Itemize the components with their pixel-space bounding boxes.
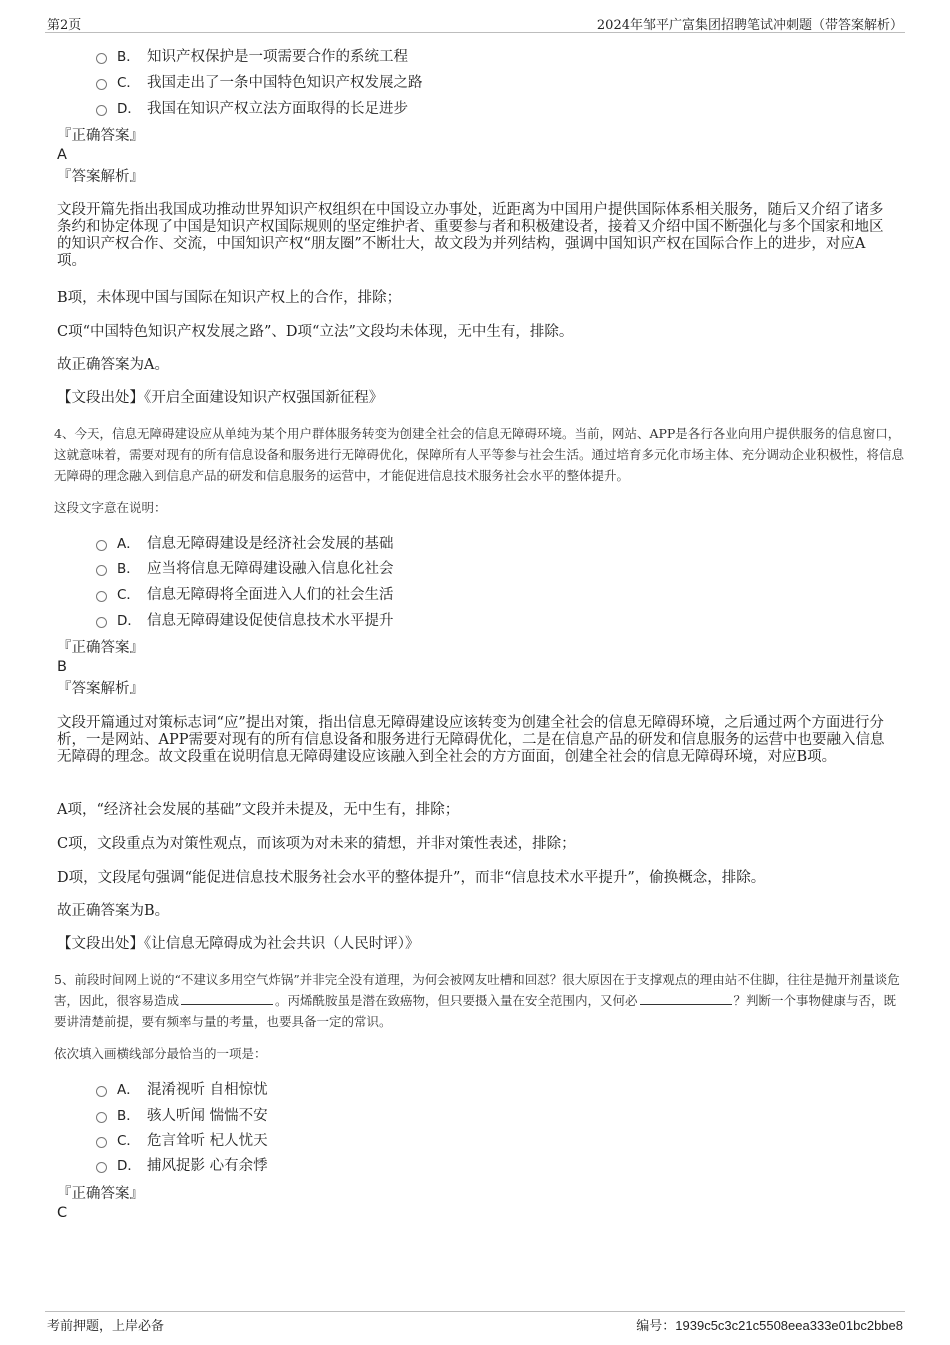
q5-stem: 5、前段时间网上说的“不建议多用空气炸锅”并非完全没有道理，为何会被网友吐槽和回怼？很大原因在于支撑观点的理由站不住脚，往往是抛开剂量谈危害，因此，很容易造成 。丙烯酰胺虽是潜在致癌物，但只要摄入量在安全范围内，又何必 ？判断一个事物健康与否，既要讲清楚前提，要有频率与量的考量，也要具备一定的常识。: [54, 972, 900, 1029]
q5-option-b[interactable]: B． 骇人听闻 惴惴不安: [96, 1105, 268, 1127]
q4-stem: 4、今天，信息无障碍建设应从单纯为某个用户群体服务转变为创建全社会的信息无障碍环境。当前，网站、APP是各行各业向用户提供服务的信息窗口，这就意味着，需要对现有的所有信息设备和服务进行无障碍优化，保障所有人平等参与社会生活。通过培育多元化市场主体、充分调动企业积极性，将信息无障碍的理念融入到信息产品的研发和信息服务的运营中，才能促进信息技术服务社会水平的整体提升。: [54, 426, 905, 483]
radio-icon[interactable]: [96, 1112, 107, 1123]
radio-icon[interactable]: [96, 1086, 107, 1097]
q3-analysis-cd: C项“中国特色知识产权发展之路”、D项“立法”文段均未体现，无中生有，排除。: [57, 324, 574, 340]
radio-icon[interactable]: [96, 79, 107, 90]
q4-option-c[interactable]: C． 信息无障碍将全面进入人们的社会生活: [96, 584, 394, 606]
q4-analysis-c: C项，文段重点为对策性观点，而该项为对未来的猜想，并非对策性表述，排除；: [57, 836, 576, 852]
q5-option-a[interactable]: A． 混淆视听 自相惊忧: [96, 1079, 268, 1101]
q4-analysis-paragraph: 文段开篇通过对策标志词“应”提出对策，指出信息无障碍建设应该转变为创建全社会的信息无障碍环境，之后通过两个方面进行分析，一是网站、APP需要对现有的所有信息设备和服务进行无障碍优化，二是在信息产品的研发和信息服务的运营中也要融入信息无障碍的理念。故文段重在说明信息无障碍建设应该融入到全社会的方方面面，创建全社会的信息无障碍环境，对应B项。: [57, 715, 885, 765]
q3-analysis-paragraph: 文段开篇先指出我国成功推动世界知识产权组织在中国设立办事处，近距离为中国用户提供国际体系相关服务，随后又介绍了诸多条约和协定体现了中国是知识产权国际规则的坚定维护者、重要参与者和积极建设者，接着又介绍中国不断强化与多个国家和地区的知识产权合作、交流，中国知识产权“朋友圈”不断壮大，故文段为并列结构，强调中国知识产权在国际合作上的进步，对应A项。: [57, 202, 884, 269]
q4-answer: B: [57, 659, 67, 675]
fill-blank-2: [640, 992, 732, 1005]
q3-option-b[interactable]: B． 知识产权保护是一项需要合作的系统工程: [96, 46, 408, 68]
q3-answer: A: [57, 147, 67, 163]
radio-icon[interactable]: [96, 617, 107, 628]
q4-source: 【文段出处】《让信息无障碍成为社会共识（人民时评）》: [57, 936, 420, 952]
q4-analysis-a: A项，“经济社会发展的基础”文段并未提及，无中生有，排除；: [57, 802, 460, 818]
q3-option-d[interactable]: D． 我国在知识产权立法方面取得的长足进步: [96, 98, 408, 120]
q4-option-a[interactable]: A． 信息无障碍建设是经济社会发展的基础: [96, 533, 394, 555]
q3-conclusion: 故正确答案为A。: [57, 357, 169, 373]
q4-option-b[interactable]: B． 应当将信息无障碍建设融入信息化社会: [96, 558, 394, 580]
document-title: 2024年邹平广富集团招聘笔试冲刺题（带答案解析）: [596, 18, 903, 33]
radio-icon[interactable]: [96, 540, 107, 551]
q3-analysis-b: B项，未体现中国与国际在知识产权上的合作，排除；: [57, 290, 402, 306]
radio-icon[interactable]: [96, 591, 107, 602]
q5-answer: C: [57, 1205, 68, 1221]
radio-icon[interactable]: [96, 105, 107, 116]
q4-analysis-d: D项，文段尾句强调“能促进信息技术服务社会水平的整体提升”，而非“信息技术水平提升”，偷换概念，排除。: [57, 870, 766, 886]
q5-option-c[interactable]: C． 危言耸听 杞人忧天: [96, 1130, 268, 1152]
q4-option-d[interactable]: D． 信息无障碍建设促使信息技术水平提升: [96, 610, 394, 632]
page-footer: [45, 1311, 905, 1336]
q4-question: 这段文字意在说明：: [54, 500, 167, 515]
q3-answer-label: 『正确答案』: [57, 128, 144, 144]
q4-analysis-label: 『答案解析』: [57, 681, 144, 697]
radio-icon[interactable]: [96, 565, 107, 576]
fill-blank-1: [181, 992, 273, 1005]
document-code: 编号：1939c5c3c21c5508eea333e01bc2bbe8: [636, 1318, 903, 1334]
q3-option-c[interactable]: C． 我国走出了一条中国特色知识产权发展之路: [96, 72, 423, 94]
q3-analysis-label: 『答案解析』: [57, 169, 144, 185]
q3-source: 【文段出处】《开启全面建设知识产权强国新征程》: [57, 390, 384, 406]
page-number: 第2页: [47, 18, 82, 33]
q4-conclusion: 故正确答案为B。: [57, 903, 170, 919]
radio-icon[interactable]: [96, 53, 107, 64]
radio-icon[interactable]: [96, 1162, 107, 1173]
q5-answer-label: 『正确答案』: [57, 1186, 144, 1202]
q5-question: 依次填入画横线部分最恰当的一项是：: [54, 1046, 267, 1061]
radio-icon[interactable]: [96, 1137, 107, 1148]
q5-option-d[interactable]: D． 捕风捉影 心有余悸: [96, 1155, 268, 1177]
page-header: [45, 12, 905, 33]
q4-answer-label: 『正确答案』: [57, 640, 144, 656]
footer-slogan: 考前押题，上岸必备: [47, 1319, 165, 1334]
